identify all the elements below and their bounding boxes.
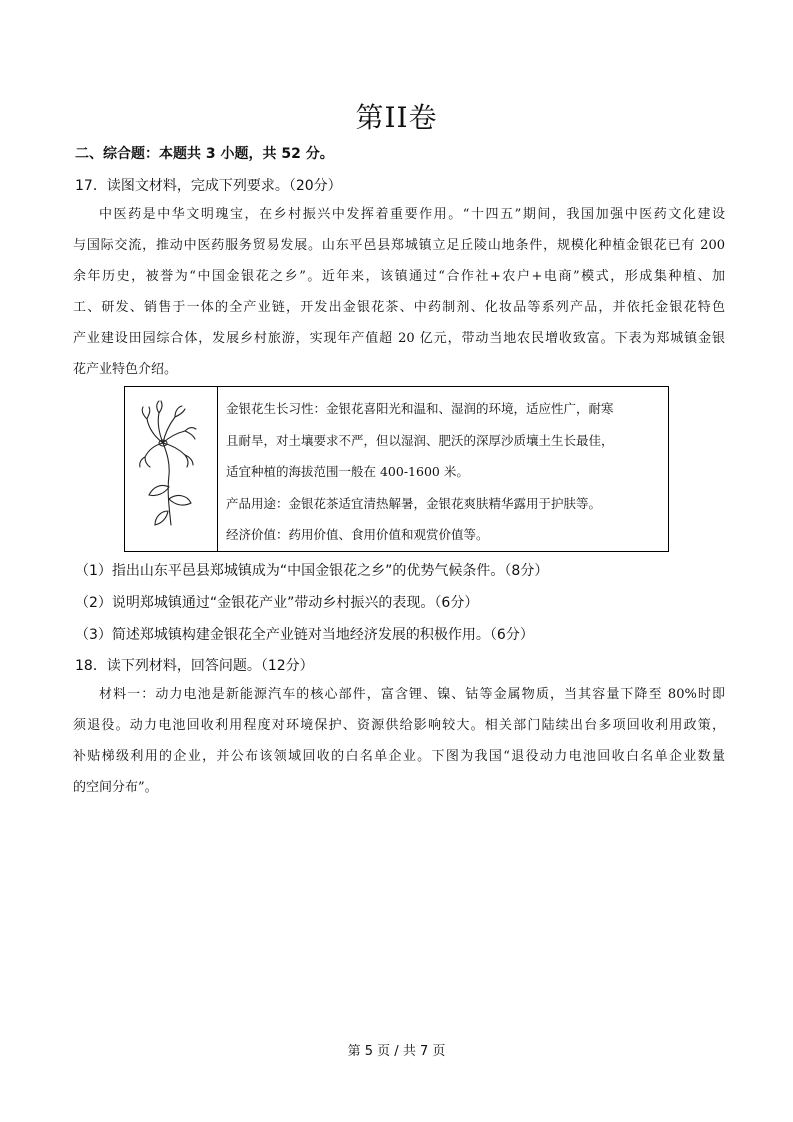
honeysuckle-flower-icon [125, 387, 217, 551]
question-18-material [73, 679, 725, 803]
question-17-stem: 17．读图文材料，完成下列要求。（20分） [75, 178, 342, 194]
page-footer: 第 5 页 / 共 7 页 [347, 1044, 446, 1059]
material-line: 花产业特色介绍。 [73, 362, 178, 377]
question-17-material [73, 199, 725, 385]
question-17-sub-1: （1）指出山东平邑县郑城镇成为“中国金银花之乡”的优势气候条件。（8分） [75, 563, 549, 579]
question-17-sub-2: （2）说明郑城镇通过“金银花产业”带动乡村振兴的表现。（6分） [75, 595, 479, 611]
material-line: 中医药是中华文明瑰宝，在乡村振兴中发挥着重要作用。“十四五”期间，我国加强中医药文化建设 [99, 207, 725, 222]
table-line: 且耐旱，对土壤要求不严，但以湿润、肥沃的深厚沙质壤土生长最佳， [226, 432, 614, 448]
question-18-stem: 18．读下列材料，回答问题。（12分） [75, 658, 314, 674]
material-line: 材料一：动力电池是新能源汽车的核心部件，富含锂、镍、钴等金属物质，当其容量下降至 80%时即 [99, 687, 725, 702]
material-line: 须退役。动力电池回收利用程度对环境保护、资源供给影响较大。相关部门陆续出台多项回收利用政策， [73, 718, 725, 733]
table-line: 金银花生长习性：金银花喜阳光和温和、湿润的环境，适应性广，耐寒 [226, 401, 614, 416]
table-description [226, 393, 662, 551]
material-line: 工、研发、销售于一体的全产业链，开发出金银花茶、中药制剂、化妆品等系列产品，并依托金银花特色 [73, 300, 725, 315]
table-line: 产品用途：金银花茶适宜清热解暑，金银花爽肤精华露用于护肤等。 [226, 495, 602, 511]
honeysuckle-illustration [125, 387, 218, 551]
material-line: 补贴梯级利用的企业，并公布该领域回收的白名单企业。下图为我国“退役动力电池回收白名单企业数量 [73, 749, 725, 764]
material-line: 产业建设田园综合体，发展乡村旅游，实现年产值超 20 亿元，带动当地农民增收致富。下表为郑城镇金银 [73, 331, 725, 346]
honeysuckle-info-table [124, 386, 669, 552]
table-line: 经济价值：药用价值、食用价值和观赏价值等。 [226, 527, 489, 542]
material-line: 的空间分布”。 [73, 780, 158, 795]
page-title: 第II卷 [355, 101, 438, 134]
section-heading: 二、综合题：本题共 3 小题，共 52 分。 [75, 146, 334, 162]
material-line: 余年历史，被誉为“中国金银花之乡”。近年来，该镇通过“合作社+农户+电商”模式，形成集种植、加 [73, 269, 725, 284]
material-line: 与国际交流，推动中医药服务贸易发展。山东平邑县郑城镇立足丘陵山地条件，规模化种植金银花已有 200 [73, 238, 725, 253]
table-line: 适宜种植的海拔范围一般在 400-1600 米。 [226, 464, 469, 479]
question-17-sub-3: （3）简述郑城镇构建金银花全产业链对当地经济发展的积极作用。（6分） [75, 627, 534, 643]
